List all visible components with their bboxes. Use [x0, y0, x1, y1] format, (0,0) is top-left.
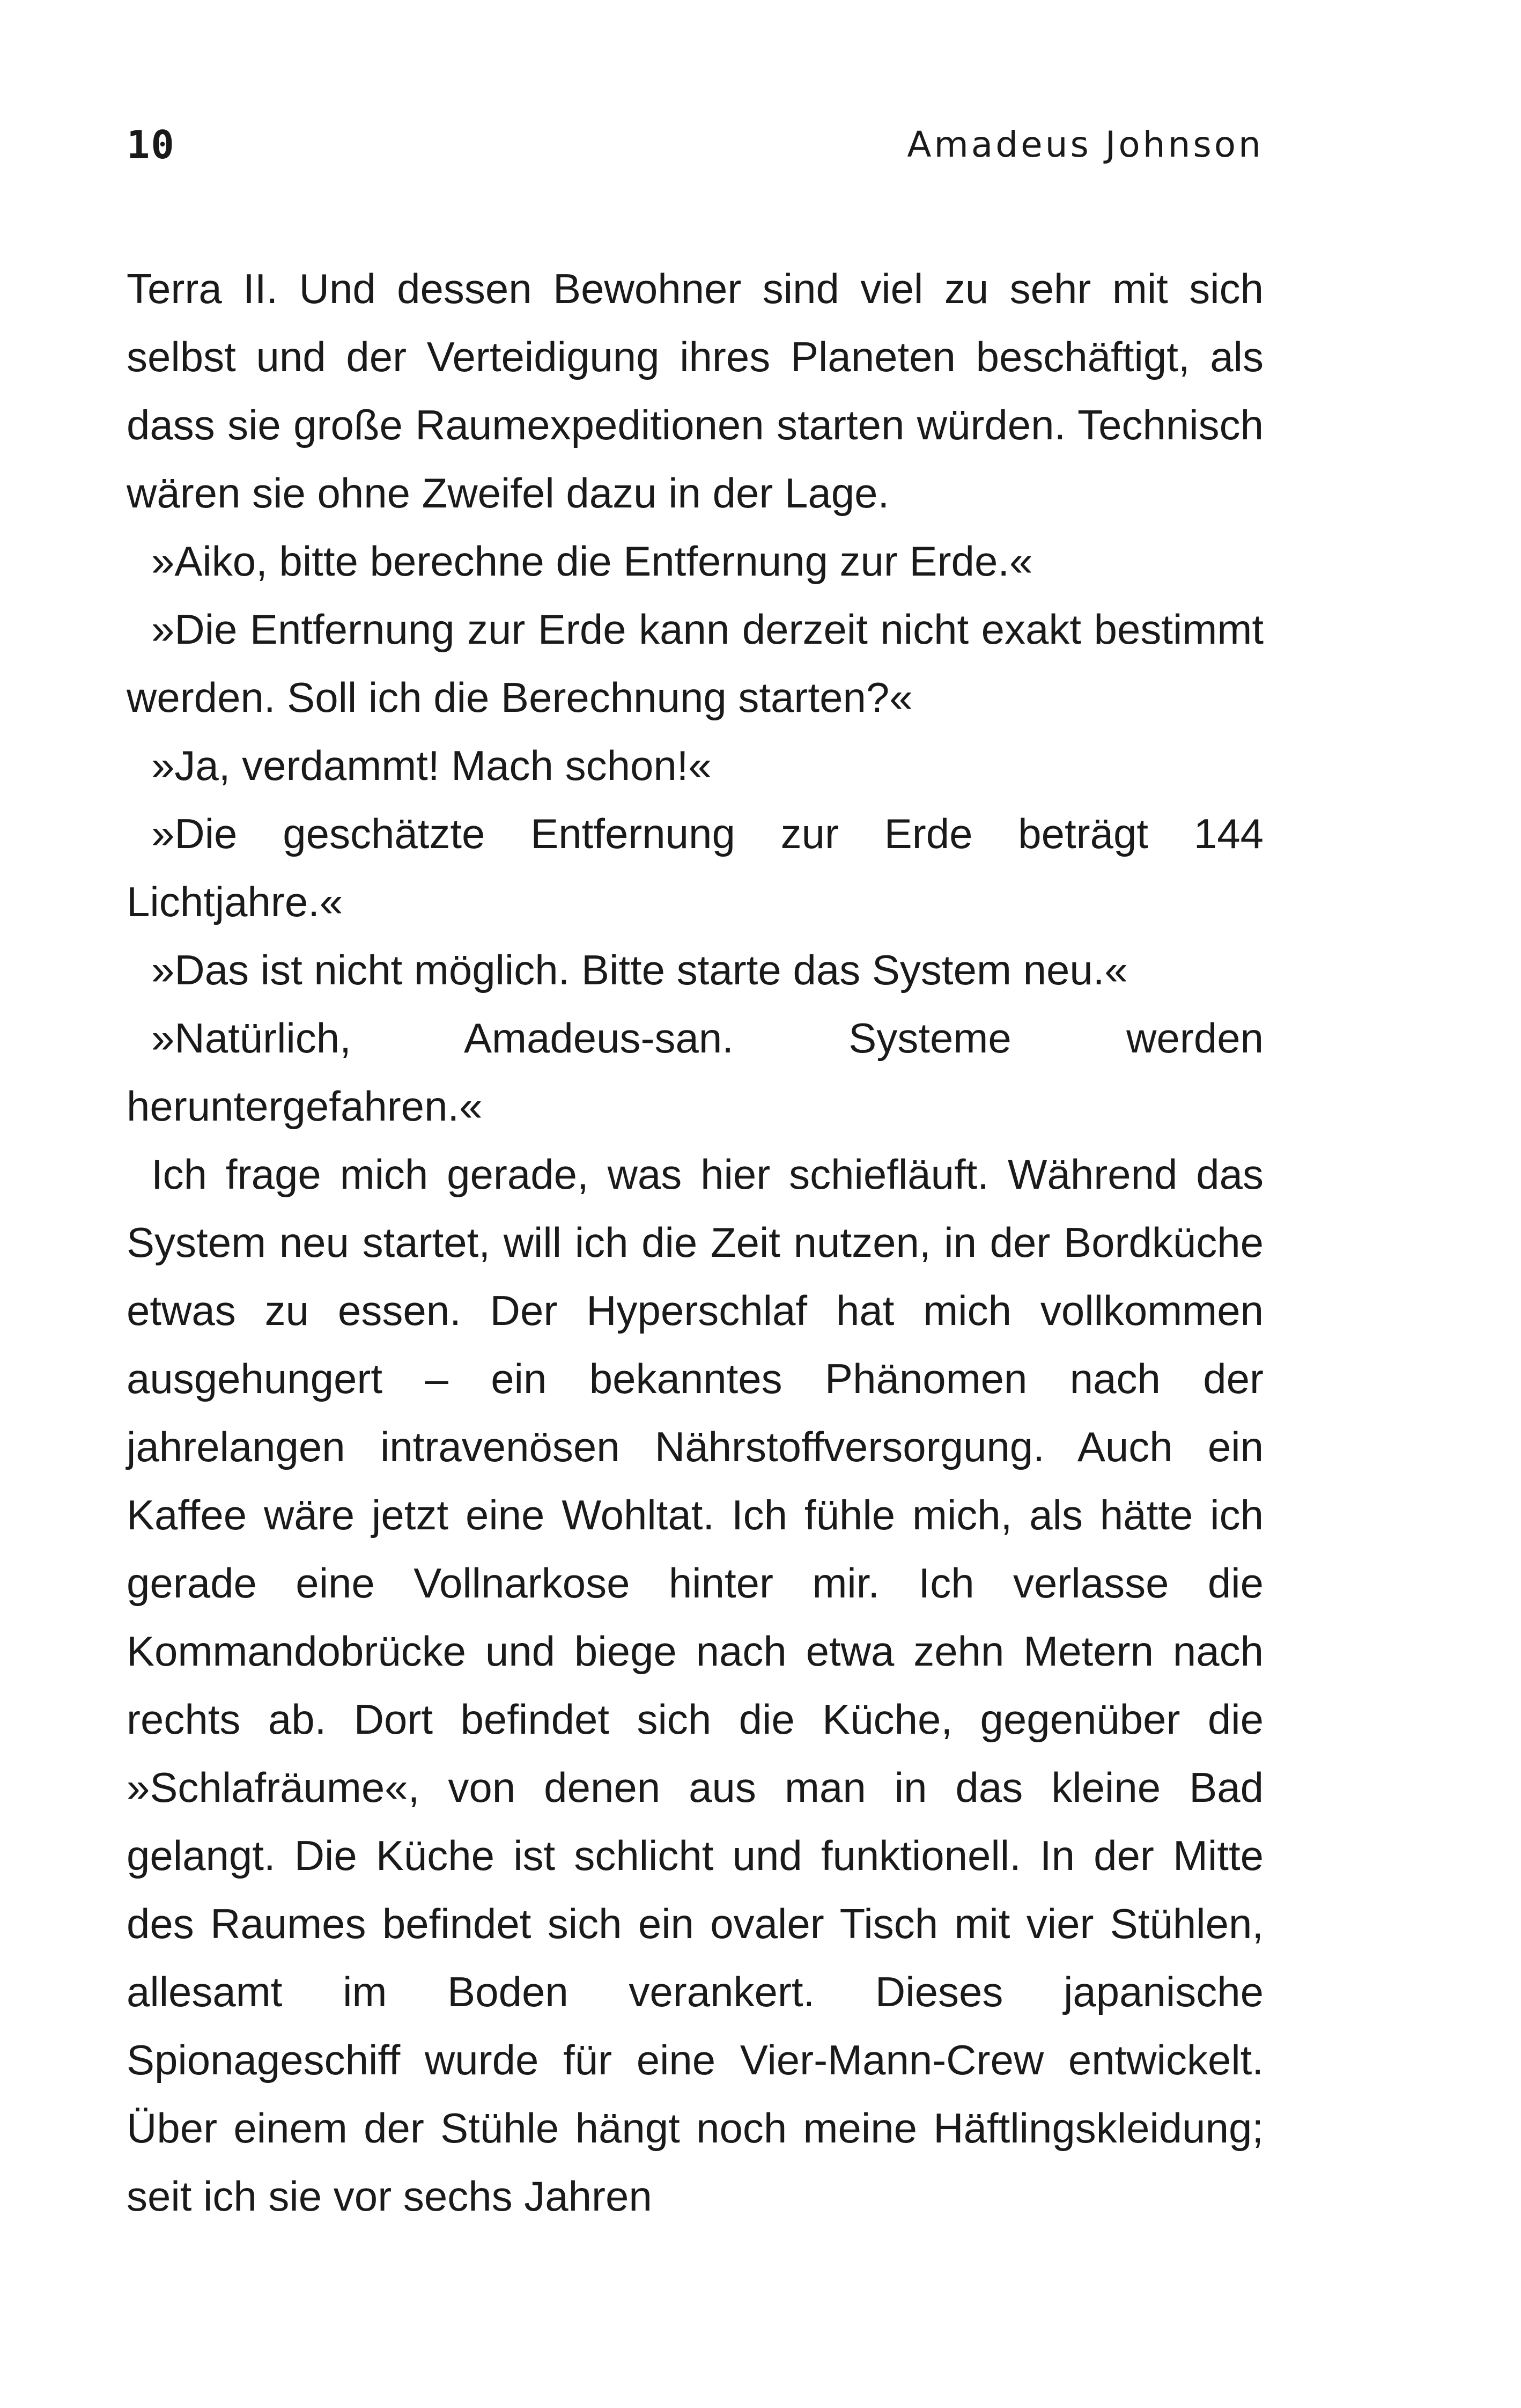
- page-number: 10: [127, 122, 175, 167]
- paragraph: Ich frage mich gerade, was hier schiefläuft. Während das System neu startet, will ich die Zeit nutzen, in der Bordküche etwas zu essen. Der Hyperschlaf hat mich vollkommen ausgehungert – ein bekanntes Phänomen nach der jahrelangen intravenösen Nährstoffversorgung. Auch ein Kaffee wäre jetzt eine Wohltat. Ich fühle mich, als hätte ich gerade eine Vollnarkose hinter mir. Ich verlasse die Kommandobrücke und biege nach etwa zehn Metern nach rechts ab. Dort befindet sich die Küche, gegenüber die »Schlafräume«, von denen aus man in das kleine Bad gelangt. Die Küche ist schlicht und funktionell. In der Mitte des Raumes befindet sich ein ovaler Tisch mit vier Stühlen, allesamt im Boden verankert. Dieses japanische Spionageschiff wurde für eine Vier-Mann-Crew entwickelt. Über einem der Stühle hängt noch meine Häftlingskleidung; seit ich sie vor sechs Jahren: [127, 1151, 1264, 2220]
- dialogue-line: »Die Entfernung zur Erde kann derzeit nicht exakt bestimmt werden. Soll ich die Berechnung starten?«: [127, 606, 1264, 721]
- dialogue-line: »Das ist nicht möglich. Bitte starte das System neu.«: [151, 946, 1128, 993]
- dialogue-line: »Die geschätzte Entfernung zur Erde beträgt 144 Lichtjahre.«: [127, 810, 1264, 925]
- body-text: [127, 255, 1264, 2230]
- dialogue-line: »Ja, verdammt! Mach schon!«: [151, 742, 712, 789]
- dialogue-line: »Natürlich, Amadeus-san. Systeme werden heruntergefahren.«: [127, 1014, 1264, 1130]
- dialogue-line: »Aiko, bitte berechne die Entfernung zur Erde.«: [151, 537, 1033, 585]
- paragraph: Terra II. Und dessen Bewohner sind viel zu sehr mit sich selbst und der Verteidigung ihres Planeten beschäftigt, als dass sie große Raumexpeditionen starten würden. Technisch wären sie ohne Zweifel dazu in der Lage.: [127, 265, 1264, 517]
- running-title: Amadeus Johnson: [907, 124, 1264, 165]
